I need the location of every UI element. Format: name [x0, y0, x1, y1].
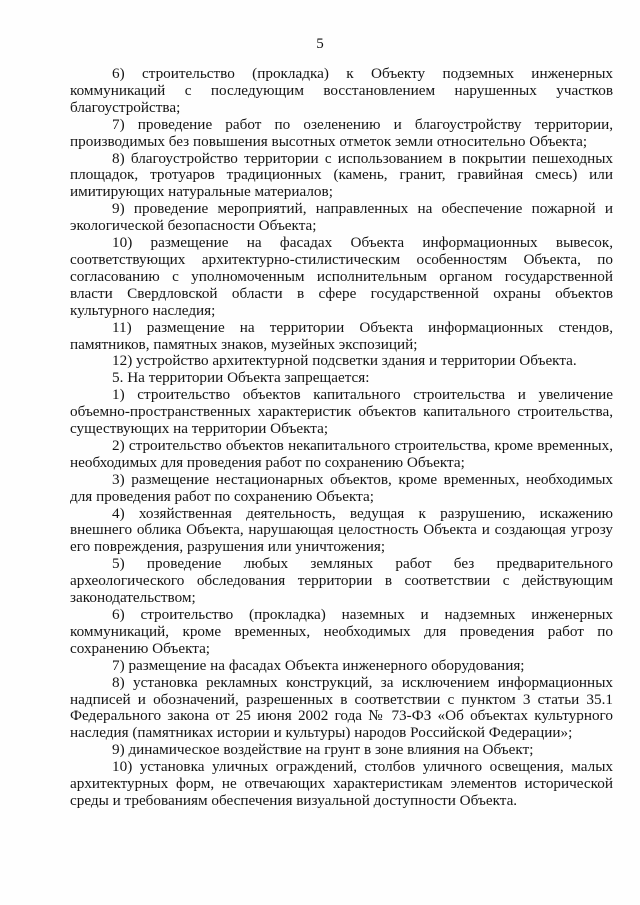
paragraph: 8) благоустройство территории с использованием в покрытии пешеходных площадок, тротуаров традиционных (камень, гранит, гравийная смесь) или имитирующих натуральные материалов;: [70, 149, 613, 201]
paragraph: 7) проведение работ по озеленению и благоустройству территории, производимых без повышения высотных отметок земли относительно Объекта;: [70, 115, 613, 150]
paragraph: 7) размещение на фасадах Объекта инженерного оборудования;: [112, 656, 525, 674]
section-heading: 5. На территории Объекта запрещается:: [112, 369, 370, 387]
paragraph: 11) размещение на территории Объекта информационных стендов, памятников, памятных знаков, музейных экспозиций;: [70, 318, 613, 353]
paragraph: 1) строительство объектов капитального строительства и увеличение объемно-пространственных характеристик объектов капитального строительства, существующих на территории Объекта;: [70, 386, 613, 438]
paragraph: 10) размещение на фасадах Объекта информационных вывесок, соответствующих архитектурно-стилистическим особенностям Объекта, по согласованию с уполномоченным исполнительным органом государственной власти Свердловской области в сфере государственной охраны объектов культурного наследия;: [70, 234, 613, 319]
document-body: [70, 66, 613, 810]
paragraph: 9) проведение мероприятий, направленных на обеспечение пожарной и экологической безопасности Объекта;: [70, 200, 613, 235]
paragraph: 3) размещение нестационарных объектов, кроме временных, необходимых для проведения работ по сохранению Объекта;: [70, 470, 613, 505]
paragraph: 12) устройство архитектурной подсветки здания и территории Объекта.: [112, 352, 577, 370]
paragraph: 6) строительство (прокладка) к Объекту подземных инженерных коммуникаций с последующим восстановлением нарушенных участков благоустройства;: [70, 65, 613, 116]
paragraph: 4) хозяйственная деятельность, ведущая к разрушению, искажению внешнего облика Объекта, нарушающая целостность Объекта и создающая угрозу его повреждения, разрушения или уничтожения;: [70, 504, 613, 556]
page-number: 5: [316, 36, 324, 52]
paragraph: 10) установка уличных ограждений, столбов уличного освещения, малых архитектурных форм, не отвечающих характеристикам элементов исторической среды и требованиям обеспечения визуальной доступности Объекта.: [70, 758, 613, 809]
paragraph: 8) установка рекламных конструкций, за исключением информационных надписей и обозначений, разрешенных в соответствии с пунктом 3 статьи 35.1 Федерального закона от 25 июня 2002 года № 73-ФЗ «Об объектах культурного наследия (памятниках истории и культуры) народов Российской Федерации»;: [70, 673, 613, 742]
paragraph: 2) строительство объектов некапитального строительства, кроме временных, необходимых для проведения работ по сохранению Объекта;: [70, 436, 613, 471]
paragraph: 6) строительство (прокладка) наземных и надземных инженерных коммуникаций, кроме временных, необходимых для проведения работ по сохранению Объекта;: [70, 606, 613, 657]
paragraph: 5) проведение любых земляных работ без предварительного археологического обследования территории в соответствии с действующим законодательством;: [70, 555, 613, 607]
paragraph: 9) динамическое воздействие на грунт в зоне влияния на Объект;: [112, 741, 534, 759]
